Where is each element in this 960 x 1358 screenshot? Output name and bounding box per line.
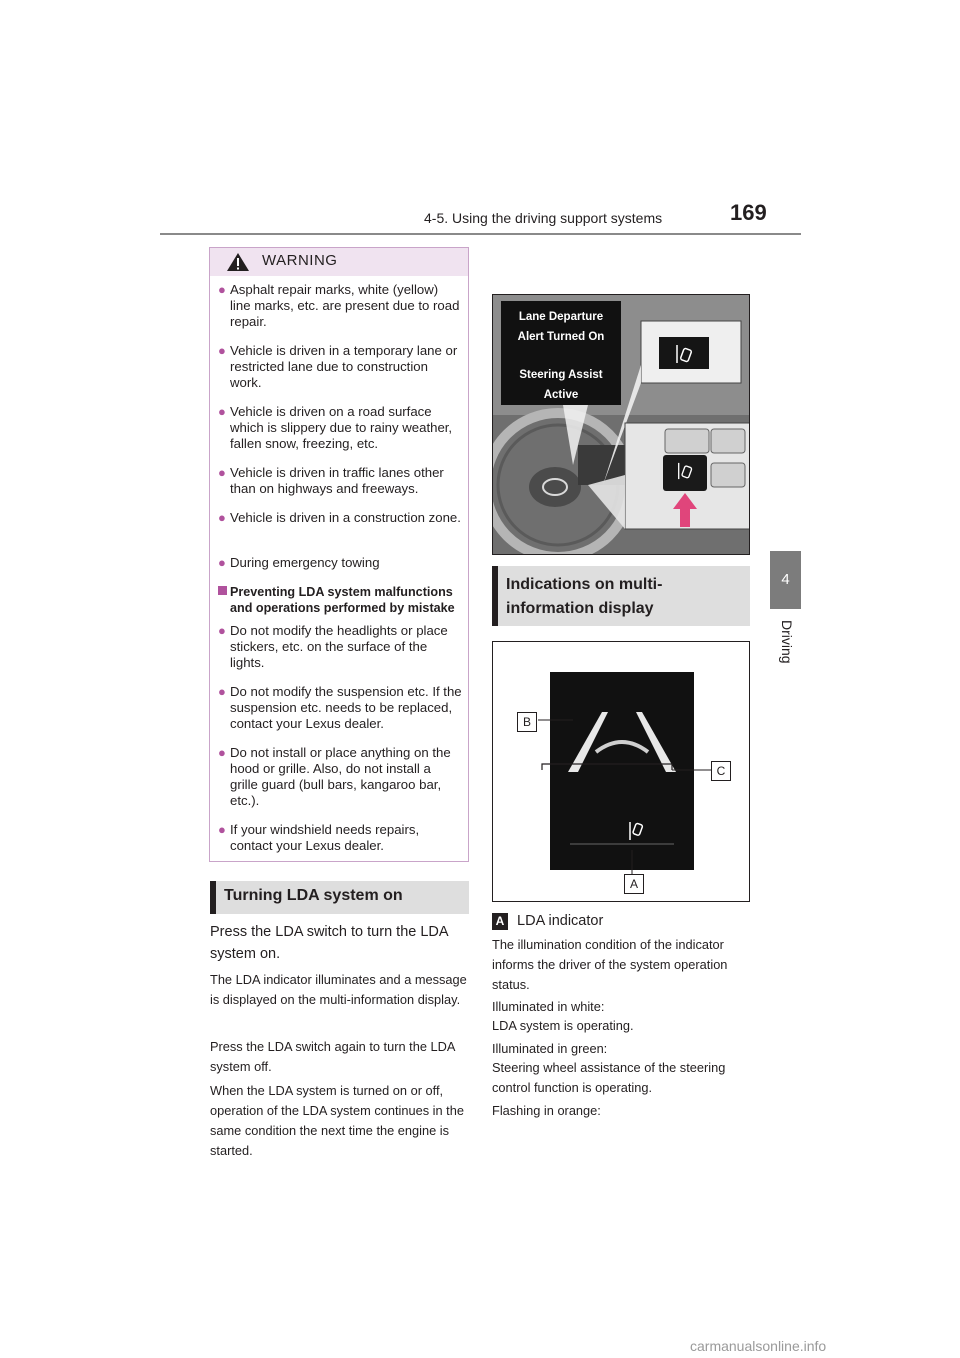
- bullet-icon: ●: [218, 510, 226, 525]
- paragraph: When the LDA system is turned on or off, operation of the LDA system continues in the same condition the next time the engine is started.: [210, 1083, 464, 1158]
- paragraph: The LDA indicator illuminates and a message is displayed on the multi-information display.: [210, 972, 467, 1007]
- callout-c: C: [711, 761, 731, 781]
- status-label: Illuminated in white:: [492, 999, 605, 1014]
- watermark: carmanualsonline.info: [690, 1338, 827, 1354]
- lda-switch-figure: [492, 294, 750, 555]
- lda-indicator-heading: A LDA indicator: [492, 910, 603, 932]
- callout-a: A: [624, 874, 644, 894]
- mid-message-text: Lane Departure Alert Turned On Steering Assist Active: [517, 311, 605, 401]
- status-label: Flashing in orange:: [492, 1103, 601, 1118]
- instruction-text: Press the LDA switch to turn the LDA system on.: [210, 924, 448, 962]
- chapter-tab-label: [771, 620, 801, 674]
- paragraph: Press the LDA switch again to turn the LDA system off.: [210, 1039, 455, 1074]
- callout-b: B: [517, 712, 537, 732]
- chapter-tab-number: 4: [770, 551, 801, 609]
- section-heading-turning-on: Turning LDA system on: [210, 881, 469, 914]
- multi-info-display-figure: [492, 641, 750, 902]
- chapter-tab-label-text: Driving: [779, 620, 795, 664]
- header-section-title: 4-5. Using the driving support systems: [424, 210, 663, 226]
- lda-switch-icon: [676, 460, 694, 482]
- lda-indicator-icon: [674, 343, 694, 365]
- bullet-icon: ●: [218, 684, 226, 699]
- square-bullet-icon: [218, 586, 227, 595]
- section-heading-indications: Indications on multi-information display: [492, 566, 750, 626]
- bullet-icon: ●: [218, 404, 226, 419]
- warning-triangle-icon: [226, 252, 250, 272]
- status-desc: Steering wheel assistance of the steering control function is operating.: [492, 1060, 726, 1095]
- letter-a-badge: A: [492, 913, 508, 930]
- heading-bar: [210, 881, 216, 914]
- page-number: 169: [730, 200, 767, 225]
- bullet-icon: ●: [218, 465, 226, 480]
- bullet-icon: ●: [218, 282, 226, 297]
- bullet-icon: ●: [218, 822, 226, 837]
- bullet-icon: ●: [218, 745, 226, 760]
- header-divider: [160, 233, 801, 235]
- bullet-icon: ●: [218, 343, 226, 358]
- bullet-icon: ●: [218, 623, 226, 638]
- warning-title: WARNING: [262, 252, 338, 269]
- paragraph: The illumination condition of the indicator informs the driver of the system operation status.: [492, 937, 728, 992]
- heading-bar: [492, 566, 498, 626]
- bullet-icon: ●: [218, 555, 226, 570]
- status-label: Illuminated in green:: [492, 1041, 608, 1056]
- status-desc: LDA system is operating.: [492, 1018, 634, 1033]
